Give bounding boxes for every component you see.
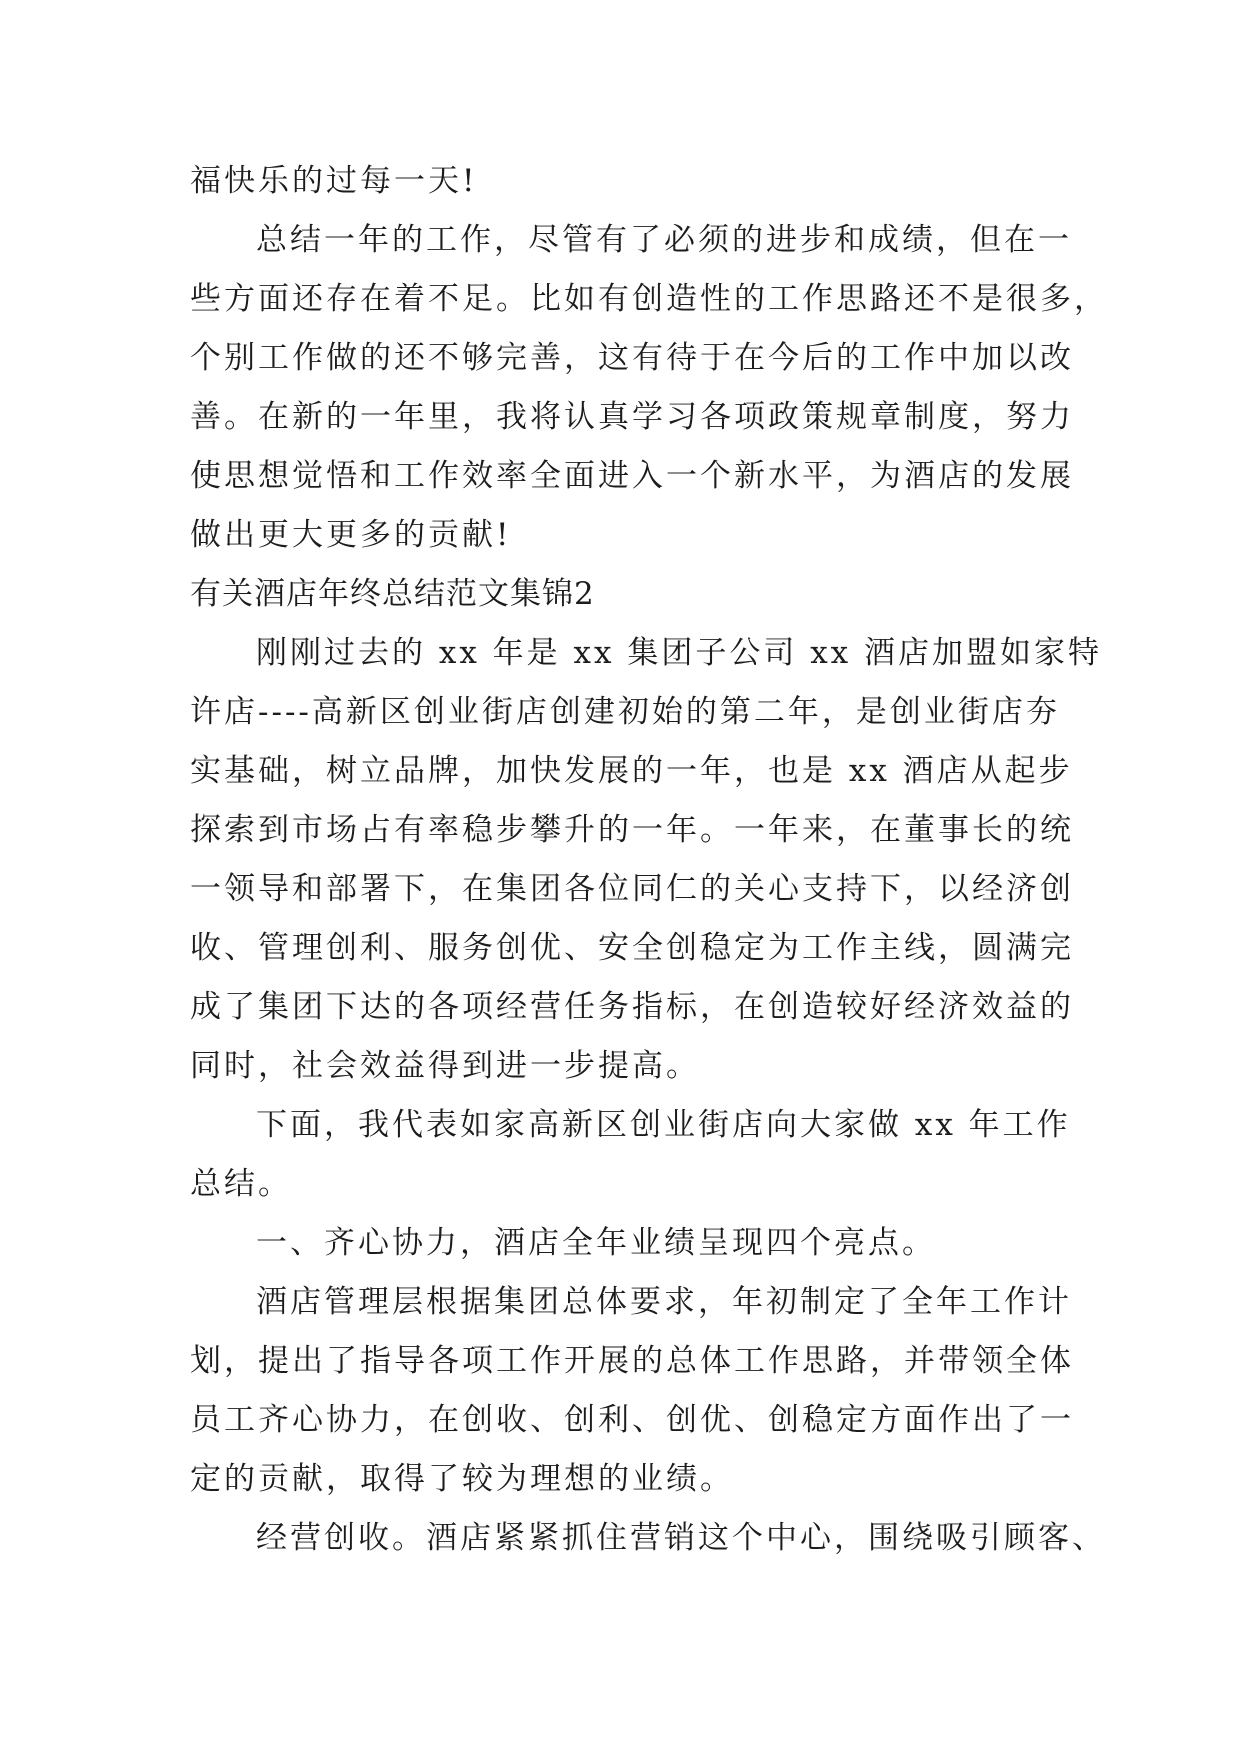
text-line: 个别工作做的还不够完善，这有待于在今后的工作中加以改 bbox=[190, 340, 1074, 376]
text-line: 使思想觉悟和工作效率全面进入一个新水平，为酒店的发展 bbox=[190, 458, 1074, 494]
paragraph-first-line: 刚刚过去的 xx 年是 xx 集团子公司 xx 酒店加盟如家特 bbox=[256, 635, 1103, 671]
subsection-heading: 一、齐心协力，酒店全年业绩呈现四个亮点。 bbox=[256, 1225, 936, 1261]
text-line: 实基础，树立品牌，加快发展的一年，也是 xx 酒店从起步 bbox=[190, 753, 1073, 789]
paragraph-first-line: 总结一年的工作，尽管有了必须的进步和成绩，但在一 bbox=[256, 222, 1072, 258]
text-line: 总结。 bbox=[190, 1166, 292, 1202]
text-line: 成了集团下达的各项经营任务指标，在创造较好经济效益的 bbox=[190, 989, 1074, 1025]
document-body bbox=[190, 152, 1108, 1568]
section-heading: 有关酒店年终总结范文集锦2 bbox=[190, 576, 595, 612]
text-line: 一领导和部署下，在集团各位同仁的关心支持下，以经济创 bbox=[190, 871, 1074, 907]
text-line: 些方面还存在着不足。比如有创造性的工作思路还不是很多， bbox=[190, 281, 1108, 317]
text-line: 做出更大更多的贡献! bbox=[190, 517, 512, 553]
text-line: 许店----高新区创业街店创建初始的第二年，是创业街店夯 bbox=[190, 694, 1060, 730]
text-line: 福快乐的过每一天! bbox=[190, 163, 478, 199]
text-line: 员工齐心协力，在创收、创利、创优、创稳定方面作出了一 bbox=[190, 1402, 1074, 1438]
text-line: 同时，社会效益得到进一步提高。 bbox=[190, 1048, 700, 1084]
paragraph-first-line: 酒店管理层根据集团总体要求，年初制定了全年工作计 bbox=[256, 1284, 1072, 1320]
paragraph-first-line: 下面，我代表如家高新区创业街店向大家做 xx 年工作 bbox=[256, 1107, 1071, 1143]
text-line: 收、管理创利、服务创优、安全创稳定为工作主线，圆满完 bbox=[190, 930, 1074, 966]
text-line: 善。在新的一年里，我将认真学习各项政策规章制度，努力 bbox=[190, 399, 1074, 435]
text-line: 定的贡献，取得了较为理想的业绩。 bbox=[190, 1461, 734, 1497]
paragraph-first-line: 经营创收。酒店紧紧抓住营销这个中心，围绕吸引顾客、 bbox=[256, 1520, 1106, 1556]
text-line: 划，提出了指导各项工作开展的总体工作思路，并带领全体 bbox=[190, 1343, 1074, 1379]
text-line: 探索到市场占有率稳步攀升的一年。一年来，在董事长的统 bbox=[190, 812, 1074, 848]
